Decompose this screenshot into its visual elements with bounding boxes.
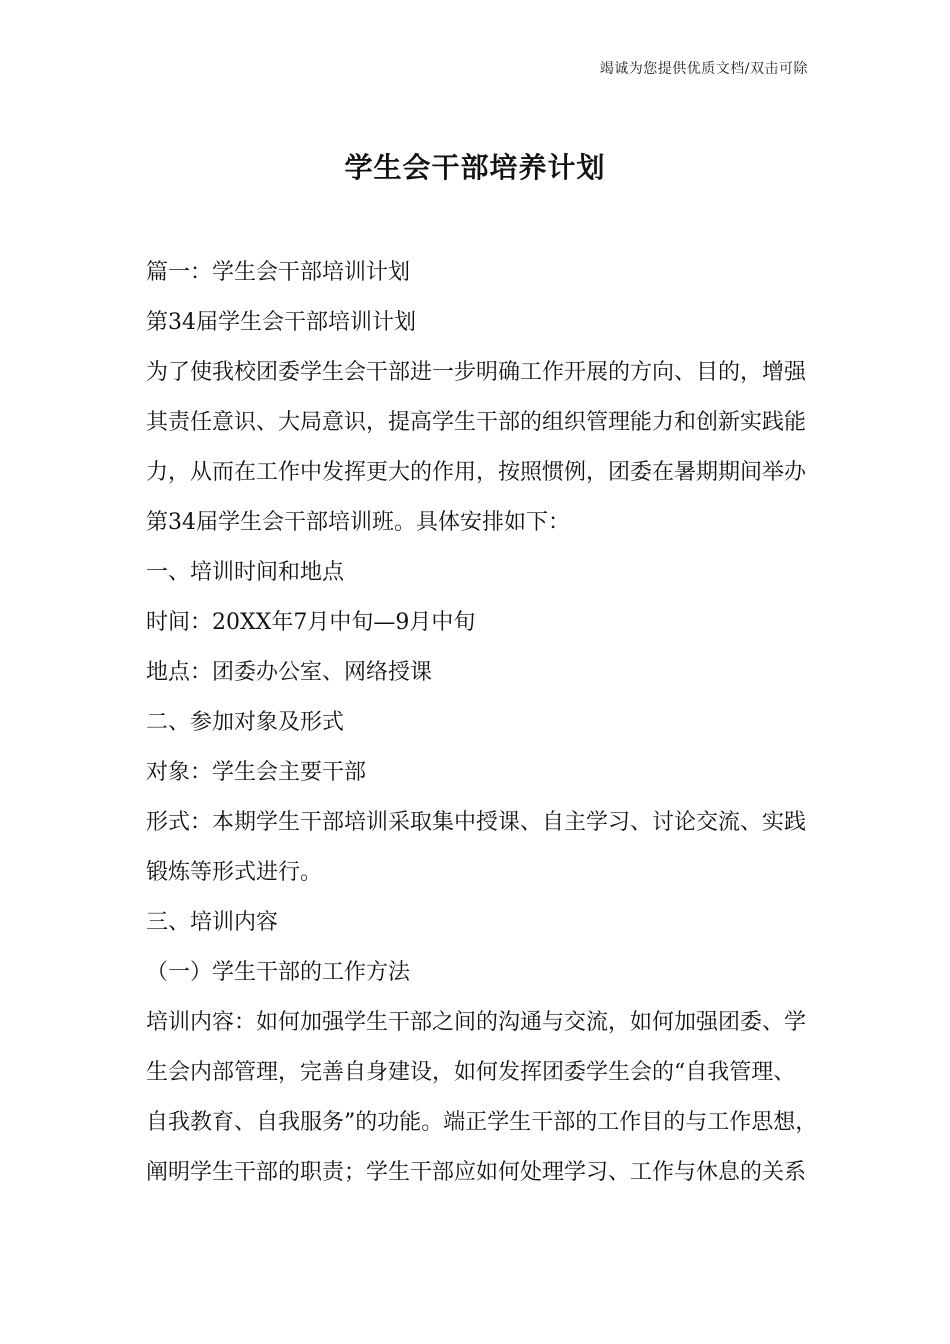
section-heading: 二、参加对象及形式 <box>146 710 345 735</box>
subsection-heading: （一）学生干部的工作方法 <box>146 960 411 985</box>
text-line: 培训内容：如何加强学生干部之间的沟通与交流，如何加强团委、学 <box>146 1010 807 1035</box>
document-title: 学生会干部培养计划 <box>344 151 606 184</box>
text-line: 生会内部管理，完善自身建设，如何发挥团委学生会的“自我管理、 <box>146 1060 796 1085</box>
text-line: 地点：团委办公室、网络授课 <box>146 660 433 685</box>
section-heading: 三、培训内容 <box>146 910 279 935</box>
text-line: 锻炼等形式进行。 <box>146 860 323 885</box>
text-line: 阐明学生干部的职责；学生干部应如何处理学习、工作与休息的关系 <box>146 1160 807 1185</box>
text-line: 形式：本期学生干部培训采取集中授课、自主学习、讨论交流、实践 <box>146 810 807 835</box>
text-line: 自我教育、自我服务”的功能。端正学生干部的工作目的与工作思想， <box>146 1110 818 1135</box>
text-line: 第34届学生会干部培训计划 <box>146 310 416 335</box>
text-line: 为了使我校团委学生会干部进一步明确工作开展的方向、目的，增强 <box>146 360 807 385</box>
text-line: 篇一：学生会干部培训计划 <box>146 260 411 285</box>
text-line: 力，从而在工作中发挥更大的作用，按照惯例，团委在暑期期间举办 <box>146 460 807 485</box>
text-line: 时间：20XX年7月中旬—9月中旬 <box>146 610 476 635</box>
text-line: 第34届学生会干部培训班。具体安排如下： <box>146 510 570 535</box>
text-line: 对象：学生会主要干部 <box>146 760 367 785</box>
section-heading: 一、培训时间和地点 <box>146 560 345 585</box>
header-note: 竭诚为您提供优质文档/双击可除 <box>599 61 808 77</box>
document-body <box>146 248 818 1198</box>
text-line: 其责任意识、大局意识，提高学生干部的组织管理能力和创新实践能 <box>146 410 807 435</box>
